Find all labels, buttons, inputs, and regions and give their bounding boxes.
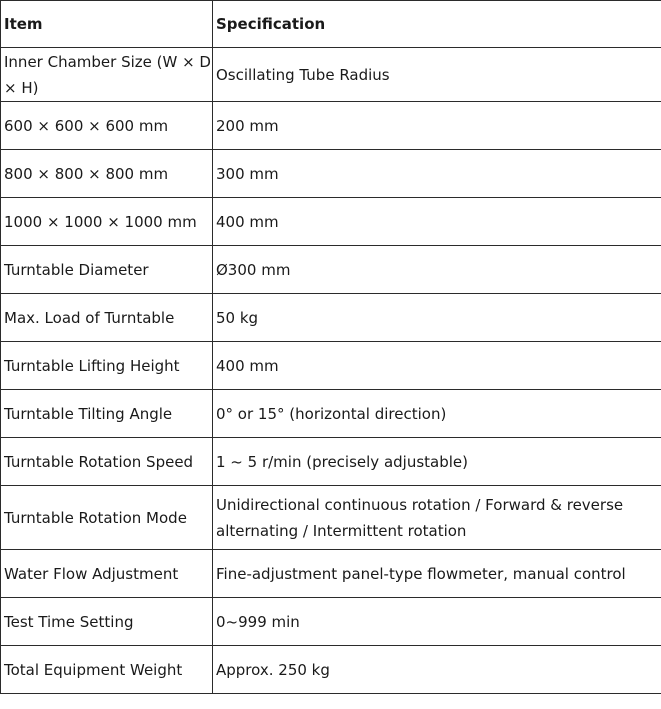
table-row — [1, 102, 661, 150]
table-row — [1, 390, 661, 438]
cell-item: Total Equipment Weight — [1, 646, 213, 694]
cell-spec: 400 mm — [213, 198, 661, 246]
cell-item: Turntable Tilting Angle — [1, 390, 213, 438]
table-row — [1, 486, 661, 550]
header-item: Item — [1, 1, 213, 48]
cell-item: Max. Load of Turntable — [1, 294, 213, 342]
cell-spec: 50 kg — [213, 294, 661, 342]
cell-spec: 400 mm — [213, 342, 661, 390]
cell-item: Turntable Rotation Speed — [1, 438, 213, 486]
cell-item: Turntable Lifting Height — [1, 342, 213, 390]
table-row — [1, 550, 661, 598]
table-row — [1, 598, 661, 646]
cell-item: Inner Chamber Size (W × D × H) — [1, 48, 213, 102]
cell-item: 600 × 600 × 600 mm — [1, 102, 213, 150]
cell-item: Turntable Diameter — [1, 246, 213, 294]
table-row — [1, 150, 661, 198]
table-row — [1, 246, 661, 294]
cell-item: Turntable Rotation Mode — [1, 486, 213, 550]
table-header-row — [1, 1, 661, 48]
cell-item: Test Time Setting — [1, 598, 213, 646]
cell-item: 1000 × 1000 × 1000 mm — [1, 198, 213, 246]
cell-spec: Approx. 250 kg — [213, 646, 661, 694]
cell-spec: Fine-adjustment panel-type flowmeter, manual control — [213, 550, 661, 598]
cell-spec: Oscillating Tube Radius — [213, 48, 661, 102]
table-row — [1, 438, 661, 486]
table-row — [1, 48, 661, 102]
table-row — [1, 342, 661, 390]
cell-spec: Unidirectional continuous rotation / Forward & reverse alternating / Intermittent rotation — [213, 486, 661, 550]
cell-spec: 1 ~ 5 r/min (precisely adjustable) — [213, 438, 661, 486]
table-row — [1, 294, 661, 342]
cell-spec: 0° or 15° (horizontal direction) — [213, 390, 661, 438]
cell-item: Water Flow Adjustment — [1, 550, 213, 598]
table-row — [1, 198, 661, 246]
table-row — [1, 646, 661, 694]
cell-spec: Ø300 mm — [213, 246, 661, 294]
cell-spec: 0~999 min — [213, 598, 661, 646]
header-specification: Specification — [213, 1, 661, 48]
cell-item: 800 × 800 × 800 mm — [1, 150, 213, 198]
cell-spec: 200 mm — [213, 102, 661, 150]
cell-spec: 300 mm — [213, 150, 661, 198]
